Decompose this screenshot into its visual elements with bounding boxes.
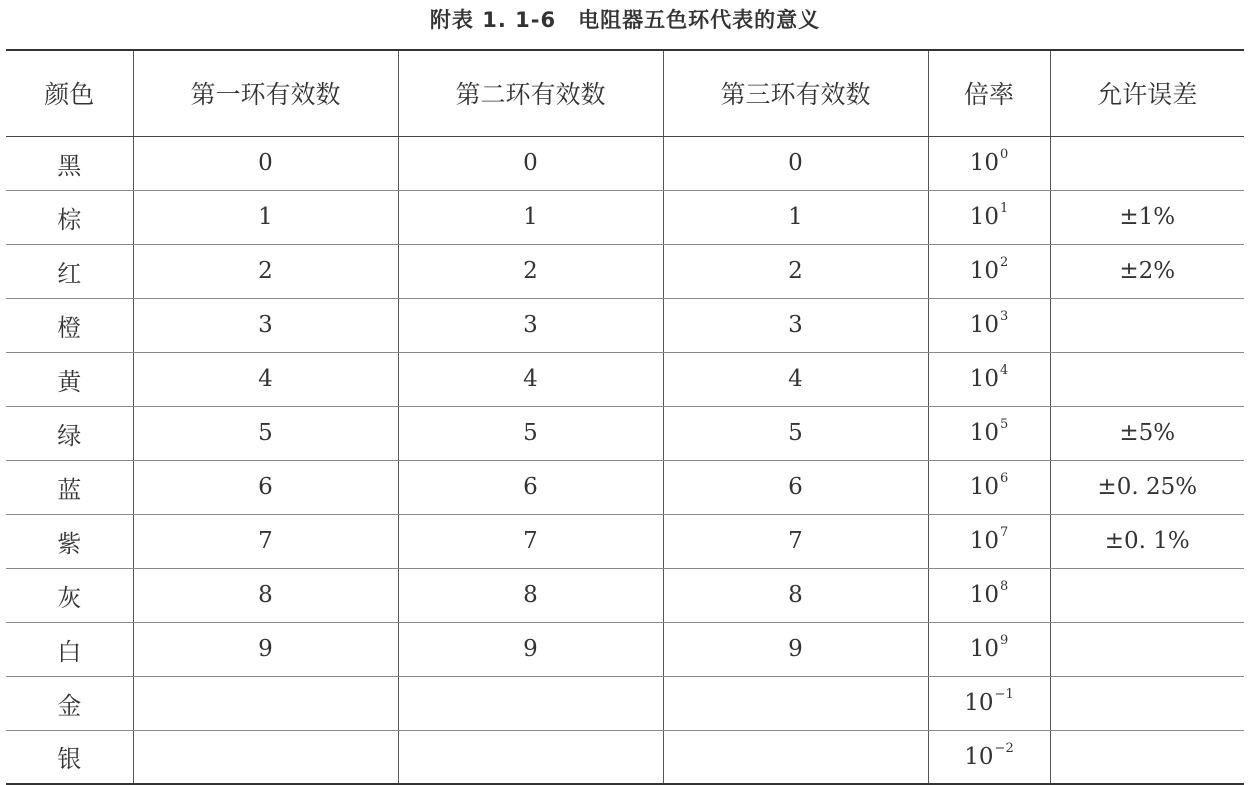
table-row: [6, 568, 1244, 622]
multiplier-exponent: −1: [994, 687, 1014, 703]
cell-third-digit: [663, 676, 928, 730]
cell-multiplier: [928, 352, 1050, 406]
multiplier-base: 10: [969, 204, 999, 230]
multiplier-base: 10: [964, 690, 994, 716]
multiplier-base: 10: [969, 366, 999, 392]
cell-first-digit: 9: [133, 622, 398, 676]
cell-multiplier: [928, 622, 1050, 676]
cell-multiplier: [928, 514, 1050, 568]
cell-first-digit: 2: [133, 244, 398, 298]
cell-first-digit: [133, 676, 398, 730]
cell-first-digit: 5: [133, 406, 398, 460]
cell-color: 银: [6, 730, 133, 784]
cell-color: 黑: [6, 136, 133, 190]
table-row: [6, 352, 1244, 406]
cell-color: 白: [6, 622, 133, 676]
cell-third-digit: 1: [663, 190, 928, 244]
cell-tolerance: ±2%: [1050, 244, 1244, 298]
cell-multiplier: [928, 190, 1050, 244]
multiplier-exponent: 7: [1000, 525, 1009, 541]
cell-second-digit: 1: [398, 190, 663, 244]
header-tolerance: 允许误差: [1050, 50, 1244, 136]
cell-first-digit: 0: [133, 136, 398, 190]
table-row: [6, 190, 1244, 244]
multiplier-base: 10: [964, 743, 994, 770]
cell-second-digit: 0: [398, 136, 663, 190]
header-second-band: 第二环有效数: [398, 50, 663, 136]
table-caption: [0, 0, 1250, 40]
cell-tolerance: [1050, 136, 1244, 190]
multiplier-exponent: 2: [1000, 255, 1009, 271]
header-color: 颜色: [6, 50, 133, 136]
cell-second-digit: [398, 676, 663, 730]
cell-second-digit: 8: [398, 568, 663, 622]
cell-first-digit: 7: [133, 514, 398, 568]
header-third-band: 第三环有效数: [663, 50, 928, 136]
cell-tolerance: [1050, 568, 1244, 622]
multiplier-base: 10: [969, 528, 999, 554]
multiplier-exponent: 9: [1000, 633, 1009, 649]
cell-multiplier: [928, 568, 1050, 622]
multiplier-exponent: 0: [1000, 147, 1009, 163]
cell-first-digit: 4: [133, 352, 398, 406]
cell-second-digit: 3: [398, 298, 663, 352]
table-body: [6, 136, 1244, 784]
multiplier-base: 10: [969, 474, 999, 500]
table-row: [6, 244, 1244, 298]
cell-second-digit: [398, 730, 663, 784]
multiplier-exponent: 1: [1000, 201, 1009, 217]
cell-third-digit: 4: [663, 352, 928, 406]
multiplier-exponent: 4: [1000, 363, 1009, 379]
multiplier-exponent: 8: [1000, 579, 1009, 595]
cell-second-digit: 9: [398, 622, 663, 676]
multiplier-base: 10: [969, 582, 999, 608]
multiplier-exponent: 5: [1000, 417, 1009, 433]
multiplier-base: 10: [969, 150, 999, 176]
cell-second-digit: 2: [398, 244, 663, 298]
cell-third-digit: 8: [663, 568, 928, 622]
cell-multiplier: [928, 730, 1050, 784]
cell-color: 橙: [6, 298, 133, 352]
cell-tolerance: ±0. 25%: [1050, 460, 1244, 514]
cell-third-digit: [663, 730, 928, 784]
table-row: [6, 514, 1244, 568]
table-row: [6, 298, 1244, 352]
cell-color: 蓝: [6, 460, 133, 514]
cell-color: 金: [6, 676, 133, 730]
cell-tolerance: [1050, 352, 1244, 406]
cell-multiplier: [928, 676, 1050, 730]
multiplier-base: 10: [969, 312, 999, 338]
table-row: [6, 406, 1244, 460]
multiplier-exponent: 6: [1000, 471, 1009, 487]
cell-third-digit: 9: [663, 622, 928, 676]
cell-multiplier: [928, 244, 1050, 298]
cell-third-digit: 6: [663, 460, 928, 514]
caption-label: 附表 1. 1-6: [429, 8, 557, 32]
cell-second-digit: 7: [398, 514, 663, 568]
caption-title: 电阻器五色环代表的意义: [578, 8, 821, 32]
cell-tolerance: [1050, 676, 1244, 730]
cell-color: 红: [6, 244, 133, 298]
cell-tolerance: ±5%: [1050, 406, 1244, 460]
multiplier-base: 10: [969, 636, 999, 662]
cell-color: 紫: [6, 514, 133, 568]
cell-second-digit: 4: [398, 352, 663, 406]
cell-tolerance: [1050, 730, 1244, 784]
cell-multiplier: [928, 298, 1050, 352]
cell-third-digit: 0: [663, 136, 928, 190]
cell-first-digit: 8: [133, 568, 398, 622]
table-row: [6, 676, 1244, 730]
multiplier-exponent: 3: [1000, 309, 1009, 325]
cell-multiplier: [928, 406, 1050, 460]
cell-second-digit: 6: [398, 460, 663, 514]
cell-color: 棕: [6, 190, 133, 244]
cell-first-digit: 1: [133, 190, 398, 244]
cell-third-digit: 7: [663, 514, 928, 568]
header-multiplier: 倍率: [928, 50, 1050, 136]
cell-first-digit: [133, 730, 398, 784]
cell-second-digit: 5: [398, 406, 663, 460]
cell-multiplier: [928, 136, 1050, 190]
resistor-color-table: [6, 49, 1244, 785]
cell-multiplier: [928, 460, 1050, 514]
cell-third-digit: 2: [663, 244, 928, 298]
multiplier-base: 10: [969, 258, 999, 284]
cell-third-digit: 3: [663, 298, 928, 352]
multiplier-base: 10: [969, 420, 999, 446]
cell-tolerance: ±1%: [1050, 190, 1244, 244]
cell-color: 绿: [6, 406, 133, 460]
cell-third-digit: 5: [663, 406, 928, 460]
multiplier-exponent: −2: [994, 741, 1014, 757]
cell-tolerance: ±0. 1%: [1050, 514, 1244, 568]
table-row: [6, 460, 1244, 514]
table-row: [6, 622, 1244, 676]
cell-first-digit: 6: [133, 460, 398, 514]
table-row: [6, 730, 1244, 784]
cell-color: 灰: [6, 568, 133, 622]
cell-tolerance: [1050, 298, 1244, 352]
table-header-row: [6, 50, 1244, 136]
table-row: [6, 136, 1244, 190]
cell-color: 黄: [6, 352, 133, 406]
cell-tolerance: [1050, 622, 1244, 676]
header-first-band: 第一环有效数: [133, 50, 398, 136]
cell-first-digit: 3: [133, 298, 398, 352]
